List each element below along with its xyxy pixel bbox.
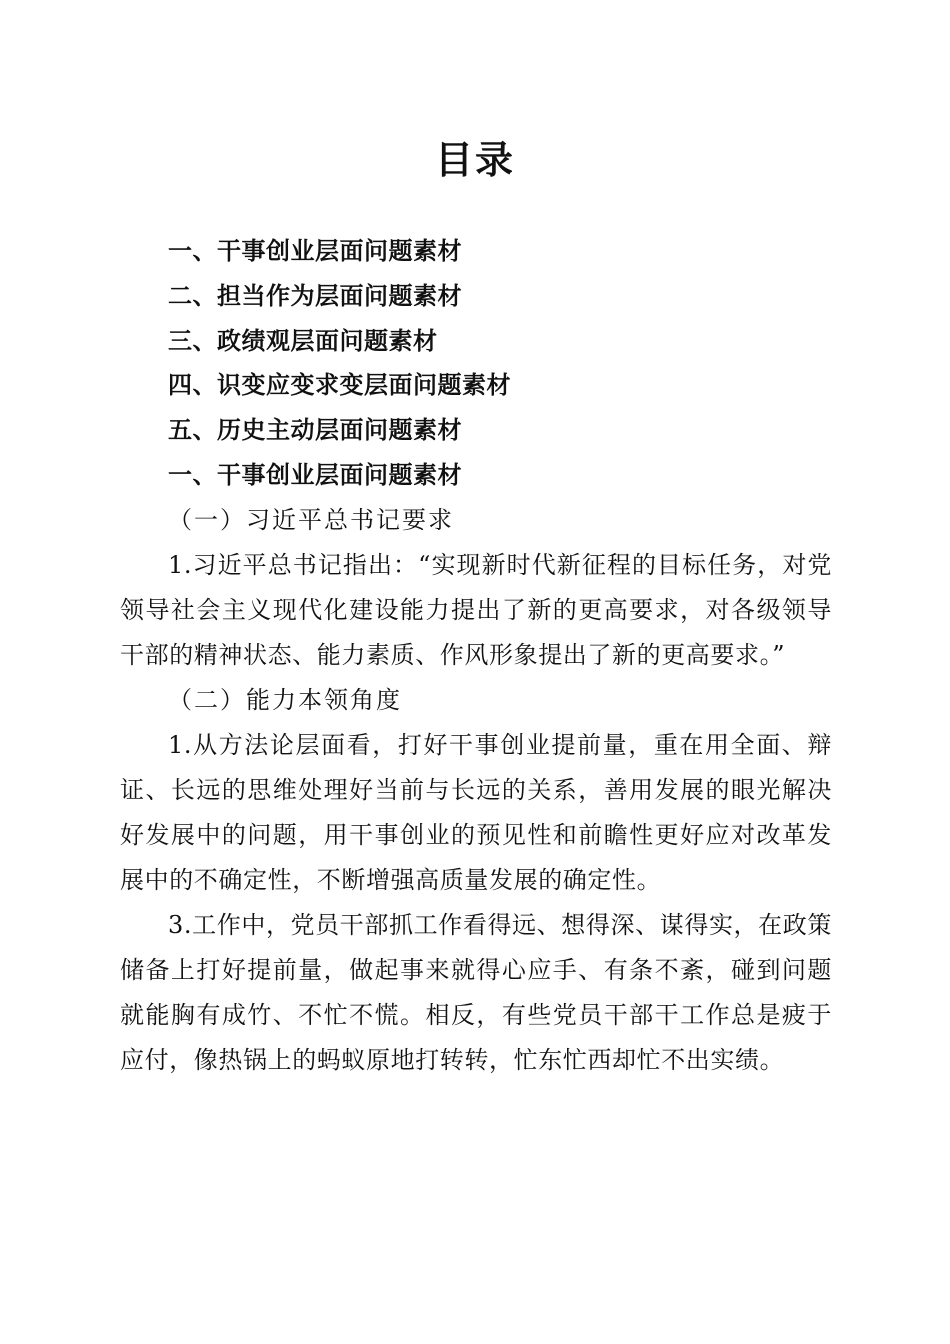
section-heading: （二）能力本领角度	[168, 686, 402, 714]
toc-item: 二、担当作为层面问题素材	[168, 281, 462, 310]
toc-item: 四、识变应变求变层面问题素材	[168, 371, 511, 400]
table-of-contents	[168, 229, 848, 498]
toc-item: 一、干事创业层面问题素材	[168, 460, 462, 489]
page-title: 目录	[434, 137, 515, 182]
toc-item: 三、政绩观层面问题素材	[168, 326, 438, 355]
section-heading: （一）习近平总书记要求	[168, 506, 454, 534]
paragraph: 1.习近平总书记指出：“实现新时代新征程的目标任务，对党领导社会主义现代化建设能力提出了新的更高要求，对各级领导干部的精神状态、能力素质、作风形象提出了新的更高要求。”	[120, 551, 832, 669]
toc-item: 五、历史主动层面问题素材	[168, 416, 462, 445]
paragraph: 1.从方法论层面看，打好干事创业提前量，重在用全面、辩证、长远的思维处理好当前与长远的关系，善用发展的眼光解决好发展中的问题，用干事创业的预见性和前瞻性更好应对改革发展中的不确定性，不断增强高质量发展的确定性。	[120, 731, 832, 894]
document-body	[120, 498, 832, 1083]
paragraph: 3.工作中，党员干部抓工作看得远、想得深、谋得实，在政策储备上打好提前量，做起事来就得心应手、有条不紊，碰到问题就能胸有成竹、不忙不慌。相反，有些党员干部干工作总是疲于应付，像热锅上的蚂蚁原地打转转，忙东忙西却忙不出实绩。	[120, 911, 832, 1074]
toc-item: 一、干事创业层面问题素材	[168, 237, 462, 265]
